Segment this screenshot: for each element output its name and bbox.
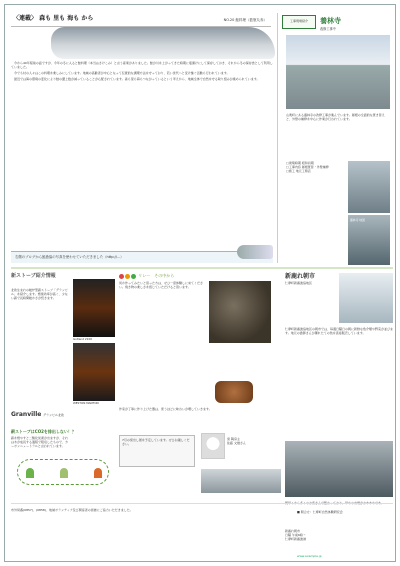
pottery-heading [119,273,281,279]
article-caption: 右側のブログから鮭漁協の写真を使わせていただきました（http://...） [15,255,124,259]
pottery-heading-text: リレー その中から [138,273,175,278]
stove-text: 北欧生まれの暖炉型薪ストーブ「グランビル」を紹介します。燃焼効率が高く、少ない薪で長時間暖かさが続きます。 [11,287,68,300]
market-heading: 新鹿れ朝市 [285,273,316,280]
stove-section [11,273,115,499]
relay-dots [119,273,138,278]
stove-photo-1 [73,279,115,337]
fish-illustration [237,245,273,259]
sidebar-text: 山奥町にある養林寺の改修工事が進んでいます。屋根の全面的な葺き替えと、外壁の補修を中心に作業が行われています。 [286,113,385,122]
article-header [11,13,271,27]
market-text: 仁摩町新鹿漁協地区の朝市では、毎週日曜日の朝に新鮮な魚介類や野菜が並びます。地元の漁師さんが獲れたての魚を直接販売しています。 [285,327,393,336]
footer-url[interactable]: www.example.jp [297,554,322,558]
pottery-text: 何か作ってみたいと思った方は、ぜひ一度体験しに来てください。焼き物の楽しさを感じていただけると思います。 [119,281,204,290]
sidebar-title: 養林寺 [320,17,341,25]
studio-photo [201,469,281,493]
stove-caption-2: WESTON MANTON [73,401,99,405]
tree-icon [60,468,68,478]
market-info: 新鹿れ朝市 日曜 午前6時〜 仁摩町新鹿漁港 [285,529,307,542]
article-paragraph: 今でも村の人々はこの料理を楽しみにしています。地域の高齢者が中心となって伝統的な調理方法を守っており、若い世代へと受け継ぐ活動も行われています。 [14,71,230,76]
market-crowd-photo [285,441,393,497]
co2-box [11,429,115,499]
map-label: 養林寺 地図 [350,218,365,222]
pottery-notice: 7月の窯出し展を予定しています。ぜひお越しください。 [119,435,195,467]
carbon-cycle-diagram [17,459,109,485]
article-body [11,61,273,239]
flame-icon [94,468,102,478]
brand-subtitle: グランビル北欧 [43,413,65,417]
footer-contact: ■ 問合せ：仁摩町自然体験研究会 [297,510,343,514]
series-title: 〈連載〉 森も 里も 海も から [13,15,94,22]
page-frame [4,4,396,562]
co2-heading: 薪ストーブはCO2を排出しない！？ [11,429,76,434]
temple-photo [286,35,390,109]
person-caption: 窯 陶房主 佐藤 文雄さん [227,437,246,446]
pottery-section [119,273,281,499]
article-paragraph: 最近では海の環境の変化により鮭の遡上数が減っていることが心配されています。森も里も海もつながっているという考えから、地域全体で自然を守る取り組みが進められています。 [14,77,260,82]
article-paragraph: 今から40年程前の話ですが、今年の冬に入ると鮭料理（本当はさけこみ）と言う産業がありました。鮭が川を上がってきた時期に塩漬けにして保存しておき、それから冬の保存食として利用していました。 [11,61,273,70]
section-divider [11,267,393,269]
co2-text: 薪を燃やすと二酸化炭素が出ますが、それは木が成長する過程で吸収したもので、カーボンニュートラルと言われています。 [11,436,69,449]
pottery-text-2: 作家が丁寧に作り上げた器は、使うほどに味わいが増していきます。 [119,407,212,411]
market-text-2: 朝早くから多くのお客さんで賑わっており、早めの来場がおすすめです。 [285,501,384,505]
article-caption-strip [11,251,273,263]
footer-text: 市外局番(0857)、(0858)、地域ボランティア及び関係者の皆様にご協力いただきました。 [11,508,133,512]
interior-photo [348,161,390,213]
sidebar-badge: 工事現場紹介 [282,15,316,29]
sidebar-details: □建築時期 昭和初期 □工事内容 屋根葺替・外壁補修 □施工 地元工務店 [286,161,329,174]
page-footer [11,503,393,561]
article-subtitle: NO.20 鮭料理（藍瓶丸寿） [223,18,267,22]
stove-caption-1: Gotland 2100 [73,337,93,341]
stove-photo-2 [73,343,115,401]
vase-photo [215,381,253,403]
market-subtitle: 仁摩町新鹿漁協地区 [285,281,313,286]
brand-logo: Granville [11,411,42,418]
sidebar-subtitle: 改修工事中 [320,27,336,31]
construction-sidebar [277,13,393,263]
tree-icon [26,468,34,478]
pottery-photo [209,281,271,343]
stove-heading: 新ストーブ紹介情報 [11,273,56,279]
avatar [201,433,225,459]
market-photo [339,273,393,323]
salmon-photo [51,27,275,59]
